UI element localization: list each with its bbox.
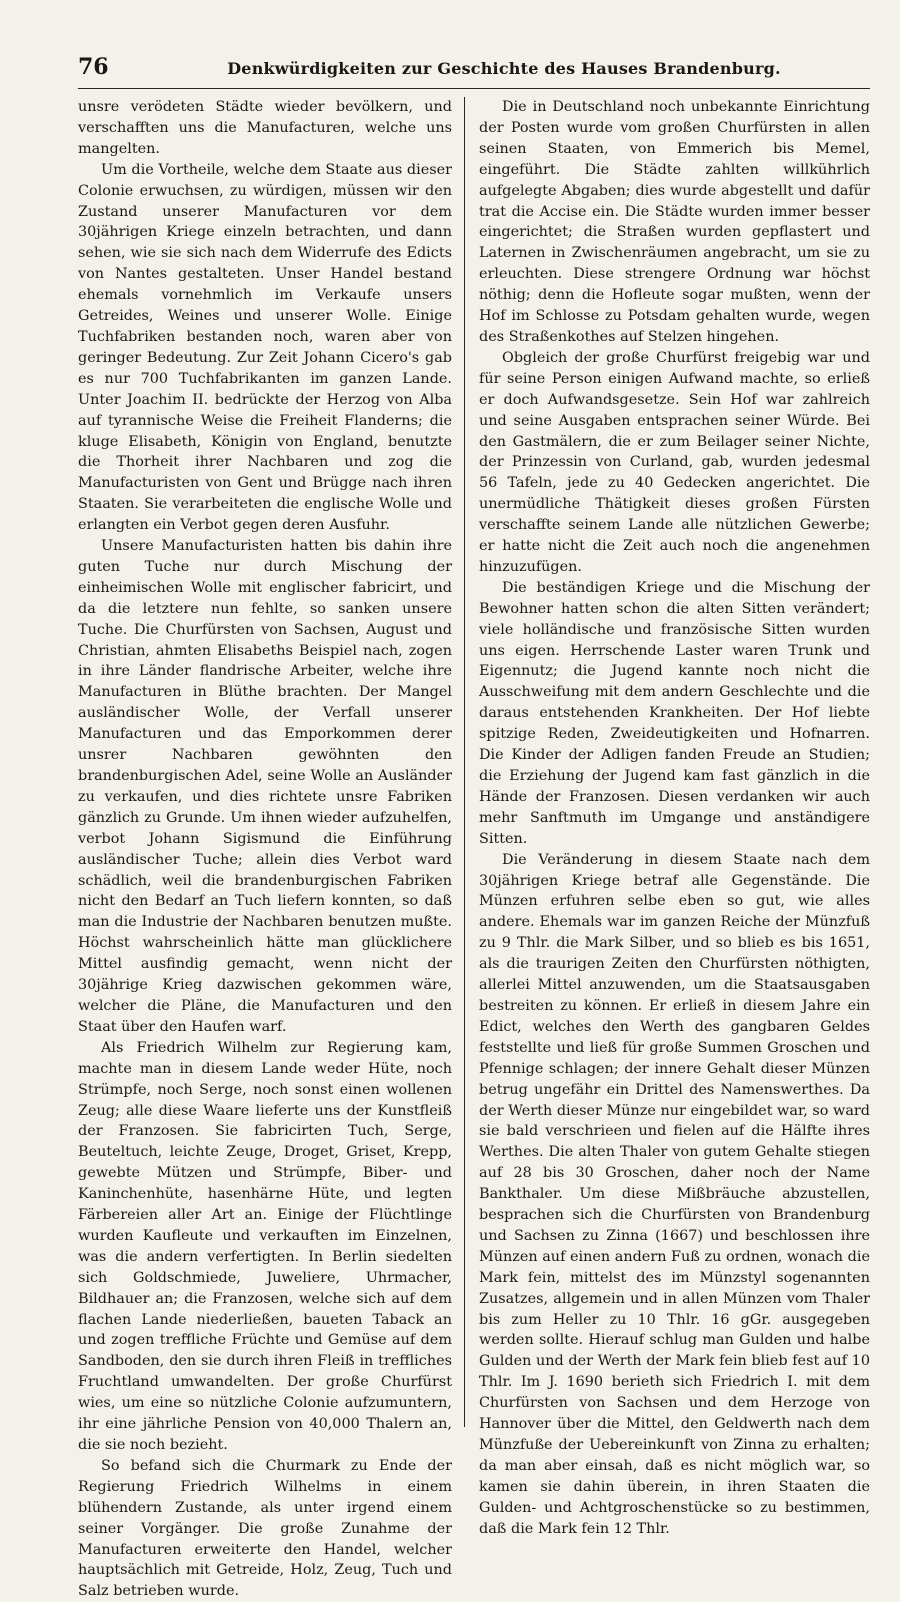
paragraph: Als Friedrich Wilhelm zur Regierung kam, machte man in diesem Lande weder Hüte, noch Strümpfe, noch Serge, noch sonst einen wollenen Zeug; alle diese Waare lieferte uns der Kunstfleiß der Franzosen. Sie fabricirten Tuch, Serge, Beuteltuch, leichte Zeuge, Droget, Griset, Krepp, gewebte Mützen und Strümpfe, Biber- und Kaninchenhüte, hasenhärne Hüte, und legten Färbereien aller Art an. Einige der Flüchtlinge wurden Kaufleute und verkauften im Einzelnen, was die andern verfertigten. In Berlin siedelten sich Goldschmiede, Juweliere, Uhrmacher, Bildhauer an; die Franzosen, welche sich auf dem flachen Lande niederließen, baueten Taback an und zogen treffliche Früchte und Gemüse auf dem Sandboden, den sie durch ihren Fleiß in treffliches Fruchtland umwandelten. Der große Churfürst wies, um eine so nützliche Colonie aufzumuntern, ihr eine jährliche Pension von 40,000 Thalern an, die sie noch bezieht. <box>78 1039 452 1453</box>
left-column <box>78 97 464 1600</box>
right-column <box>464 97 871 1537</box>
paragraph: unsre verödeten Städte wieder bevölkern, und verschafften uns die Manufacturen, welche uns mangelten. <box>78 99 452 157</box>
paragraph: Unsere Manufacturisten hatten bis dahin ihre guten Tuche nur durch Mischung der einheimischen Wolle mit englischer fabricirt, und da die letztere nun fehlte, so sanken unsere Tuche. Die Churfürsten von Sachsen, August und Christian, ahmten Elisabeths Beispiel nach, zogen in ihre Länder flandrische Arbeiter, welche ihre Manufacturen in Blüthe brachten. Der Mangel ausländischer Wolle, der Verfall unserer Manufacturen und das Emporkommen derer unsrer Nachbaren gewöhnten den brandenburgischen Adel, seine Wolle an Ausländer zu verkaufen, und dies richtete unsre Fabriken gänzlich zu Grunde. Um ihnen wieder aufzuhelfen, verbot Johann Sigismund die Einführung ausländischer Tuche; allein dies Verbot ward schädlich, weil die brandenburgischen Fabriken nicht den Bedarf an Tuch liefern konnten, so daß man die Industrie der Nachbaren benutzen mußte. Höchst wahrscheinlich hätte man glücklichere Mittel ausfindig gemacht, wenn nicht der 30jährige Krieg dazwischen gekommen wäre, welcher die Pläne, die Manufacturen und den Staat über den Haufen warf. <box>78 538 452 1035</box>
paragraph: Die Veränderung in diesem Staate nach dem 30jährigen Kriege betraf alle Gegenstände. Die Münzen erfuhren selbe eben so gut, wie alles andere. Ehemals war im ganzen Reiche der Münzfuß zu 9 Thlr. die Mark Silber, und so blieb es bis 1651, als die traurigen Zeiten den Churfürsten nöthigten, allerlei Mittel anzuwenden, um die Staatsausgaben bestreiten zu können. Er erließ in diesem Jahre ein Edict, welches den Werth des gangbaren Geldes feststellte und ließ für große Summen Groschen und Pfennige schlagen; der innere Gehalt dieser Münzen betrug ungefähr ein Drittel des Namenswerthes. Da der Werth dieser Münze nur eingebildet war, so ward sie bald verschrieen und fielen auf die Hälfte ihres Werthes. Die alten Thaler von gutem Gehalte stiegen auf 28 bis 30 Groschen, daher noch der Name Bankthaler. Um diese Mißbräuche abzustellen, besprachen sich die Churfürsten von Brandenburg und Sachsen zu Zinna (1667) und beschlossen ihre Münzen auf einen andern Fuß zu ordnen, wonach die Mark fein, mittelst des im Münzstyl sogenannten Zusatzes, allgemein und in allen Münzen vom Thaler bis zum Heller zu 10 Thlr. 16 gGr. ausgegeben werden sollte. Hierauf schlug man Gulden und halbe Gulden und der Werth der Mark fein blieb fest auf 10 Thlr. Im J. 1690 berieth sich Friedrich I. mit dem Churfürsten von Sachsen und dem Herzoge von Hannover über die Mittel, den Geldwerth nach dem Münzfuße der Uebereinkunft von Zinna zu erhalten; da man aber einsah, daß es nicht möglich war, so kamen sie dahin überein, in ihren Staaten die Gulden- und Achtgroschenstücke so zu bestimmen, daß die Mark fein 12 Thlr. <box>479 851 871 1537</box>
paragraph: Obgleich der große Churfürst freigebig war und für seine Person einigen Aufwand machte, so erließ er doch Aufwandsgesetze. Sein Hof war zahlreich und seine Ausgaben entsprachen seiner Würde. Bei den Gastmälern, die er zum Beilager seiner Nichte, der Prinzessin von Curland, gab, wurden jedesmal 56 Tafeln, jede zu 40 Gedecken angerichtet. Die unermüdliche Thätigkeit dieses großen Fürsten verschaffte seinem Lande alle nützlichen Gewerbe; er hatte nicht die Zeit auch noch die angenehmen hinzuzufügen. <box>479 349 870 575</box>
paragraph: Die beständigen Kriege und die Mischung der Bewohner hatten schon die alten Sitten verändert; viele holländische und französische Sitten wurden uns eigen. Herrschende Laster waren Trunk und Eigennutz; die Jugend kannte noch nicht die Ausschweifung mit dem andern Geschlechte und die daraus entstehenden Krankheiten. Der Hof liebte spitzige Reden, Zweideutigkeiten und Hofnarren. Die Kinder der Adligen fanden Freude an Studien; die Erziehung der Jugend kam fast gänzlich in die Hände der Franzosen. Diesen verdanken wir auch mehr Sanftmuth im Umgange und anständigere Sitten. <box>479 579 870 847</box>
paragraph: Um die Vortheile, welche dem Staate aus dieser Colonie erwuchsen, zu würdigen, müssen wir den Zustand unserer Manufacturen vor dem 30jährigen Kriege einzeln betrachten, und dann sehen, wie sie sich nach dem Widerrufe des Edicts von Nantes gestalteten. Unser Handel bestand ehemals vornehmlich im Verkaufe unsers Getreides, Weines und unserer Wolle. Einige Tuchfabriken bestanden noch, waren aber von geringer Bedeutung. Zur Zeit Johann Cicero's gab es nur 700 Tuchfabrikanten im ganzen Lande. Unter Joachim II. bedrückte der Herzog von Alba auf tyrannische Weise die Freiheit Flanderns; die kluge Elisabeth, Königin von England, benutzte die Thorheit ihrer Nachbaren und zog die Manufacturisten von Gent und Brügge nach ihren Staaten. Sie verarbeiteten die englische Wolle und erlangten ein Verbot gegen deren Ausfuhr. <box>78 161 452 534</box>
paragraph: So befand sich die Churmark zu Ende der Regierung Friedrich Wilhelms in einem blühendern Zustande, als unter irgend einem seiner Vorgänger. Die große Zunahme der Manufacturen erweiterte den Handel, welcher hauptsächlich mit Getreide, Holz, Zeug, Tuch und Salz betrieben wurde. <box>78 1457 452 1600</box>
running-head: Denkwürdigkeiten zur Geschichte des Hauses Brandenburg. <box>227 59 781 78</box>
page-number: 76 <box>78 54 109 80</box>
paragraph: Die in Deutschland noch unbekannte Einrichtung der Posten wurde vom großen Churfürsten in allen seinen Staaten, von Emmerich bis Memel, eingeführt. Die Städte zahlten willkührlich aufgelegte Abgaben; dies wurde abgestellt und dafür trat die Accise ein. Die Städte wurden immer besser eingerichtet; die Straßen wurden gepflastert und Laternen in Zwischenräumen angebracht, um sie zu erleuchten. Diese strengere Ordnung war höchst nöthig; denn die Hofleute sogar mußten, wenn der Hof im Schlosse zu Potsdam gehalten wurde, wegen des Straßenkothes auf Stelzen hingehen. <box>479 99 870 345</box>
page-header <box>78 54 870 89</box>
text-columns <box>78 97 871 1600</box>
